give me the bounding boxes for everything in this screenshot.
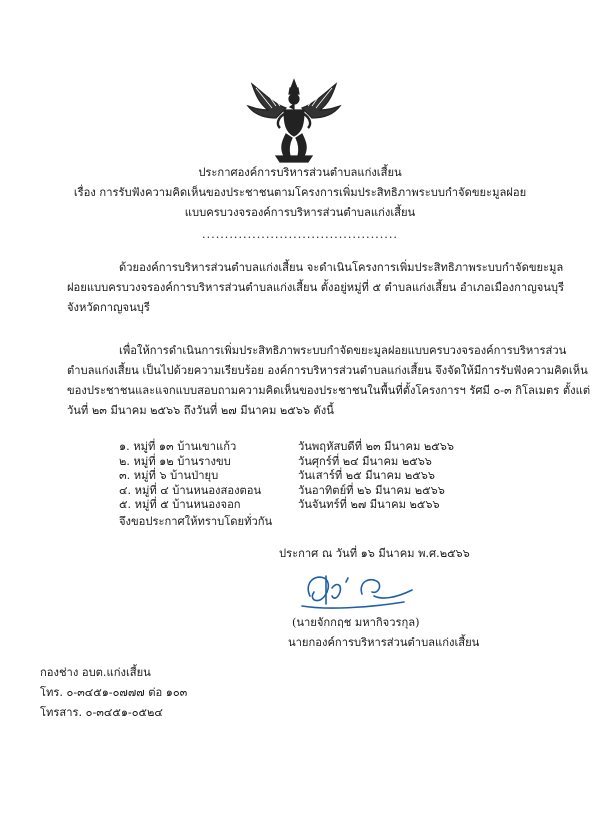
schedule-village: ๔. หมู่ที่ ๔ บ้านหนองสองตอน — [119, 483, 262, 497]
schedule-village: ๒. หมู่ที่ ๑๒ บ้านรางขบ — [119, 454, 231, 468]
schedule-date: วันจันทร์ที่ ๒๗ มีนาคม ๒๕๖๖ — [298, 498, 440, 511]
announce-date: ประกาศ ณ วันที่ ๑๖ มีนาคม พ.ศ.๒๕๖๖ — [279, 547, 470, 560]
header-subject: เรื่อง การรับฟังความคิดเห็นของประชาชนตามโครงการเพิ่มประสิทธิภาพระบบกำจัดขยะมูลฝอย — [73, 186, 527, 199]
schedule-date: วันอาทิตย์ที่ ๒๖ มีนาคม ๒๕๖๖ — [298, 483, 445, 497]
schedule-date: วันพฤหัสบดีที่ ๒๓ มีนาคม ๒๕๖๖ — [298, 440, 454, 453]
para2-line1: เพื่อให้การดำเนินการเพิ่มประสิทธิภาพระบบกำจัดขยะมูลฝอยแบบครบวงจรองค์การบริหารส่วน — [119, 344, 567, 357]
footer-fax: โทรสาร. ๐-๓๔๕๑-๐๕๒๔ — [40, 706, 163, 719]
signer-position: นายกองค์การบริหารส่วนตำบลแก่งเสี้ยน — [288, 636, 480, 649]
signature-icon — [296, 566, 426, 618]
closing-text: จึงขอประกาศให้ทราบโดยทั่วกัน — [119, 515, 273, 528]
para1-line1: ด้วยองค์การบริหารส่วนตำบลแก่งเสี้ยน จะดำเนินโครงการเพิ่มประสิทธิภาพระบบกำจัดขยะมูล — [119, 261, 564, 274]
para2-line4: วันที่ ๒๓ มีนาคม ๒๕๖๖ ถึงวันที่ ๒๗ มีนาคม ๒๕๖๖ ดังนี้ — [67, 404, 334, 417]
para1-line3: จังหวัดกาญจนบุรี — [67, 301, 150, 314]
para2-line3: ของประชาชนและแจกแบบสอบถามความคิดเห็นของประชาชนในพื้นที่ตั้งโครงการฯ รัศมี ๐-๓ กิโลเมตร ตั้งแต่ — [67, 384, 591, 397]
header-title: ประกาศองค์การบริหารส่วนตำบลแก่งเสี้ยน — [198, 166, 402, 179]
signer-name: (นายจักกฤช มหากิจวรกุล) — [292, 616, 420, 629]
header-divider: ........................................... — [202, 228, 398, 241]
schedule-date: วันเสาร์ที่ ๒๕ มีนาคม ๒๕๖๖ — [298, 469, 435, 482]
header-subject-cont: แบบครบวงจรองค์การบริหารส่วนตำบลแก่งเสี้ยน — [184, 206, 416, 219]
garuda-emblem-icon — [246, 78, 342, 164]
footer-dept: กองช่าง อบต.แก่งเสี้ยน — [40, 666, 151, 679]
schedule-village: ๑. หมู่ที่ ๑๓ บ้านเขาแก้ว — [119, 440, 237, 453]
schedule-village: ๕. หมู่ที่ ๕ บ้านหนองจอก — [119, 498, 241, 511]
schedule-village: ๓. หมู่ที่ ๖ บ้านป่ายุบ — [119, 469, 219, 482]
para1-line2: ฝอยแบบครบวงจรองค์การบริหารส่วนตำบลแก่งเสี้ยน ตั้งอยู่หมู่ที่ ๕ ตำบลแก่งเสี้ยน อำเภอเมืองกาญจนบุรี — [67, 281, 565, 294]
para2-line2: ตำบลแก่งเสี้ยน เป็นไปด้วยความเรียบร้อย องค์การบริหารส่วนตำบลแก่งเสี้ยน จึงจัดให้มีการรับฟังความคิดเห็น — [67, 364, 588, 377]
footer-tel: โทร. ๐-๓๔๕๑-๐๗๗๗ ต่อ ๑๐๓ — [40, 686, 188, 699]
schedule-date: วันศุกร์ที่ ๒๔ มีนาคม ๒๕๖๖ — [298, 454, 432, 468]
